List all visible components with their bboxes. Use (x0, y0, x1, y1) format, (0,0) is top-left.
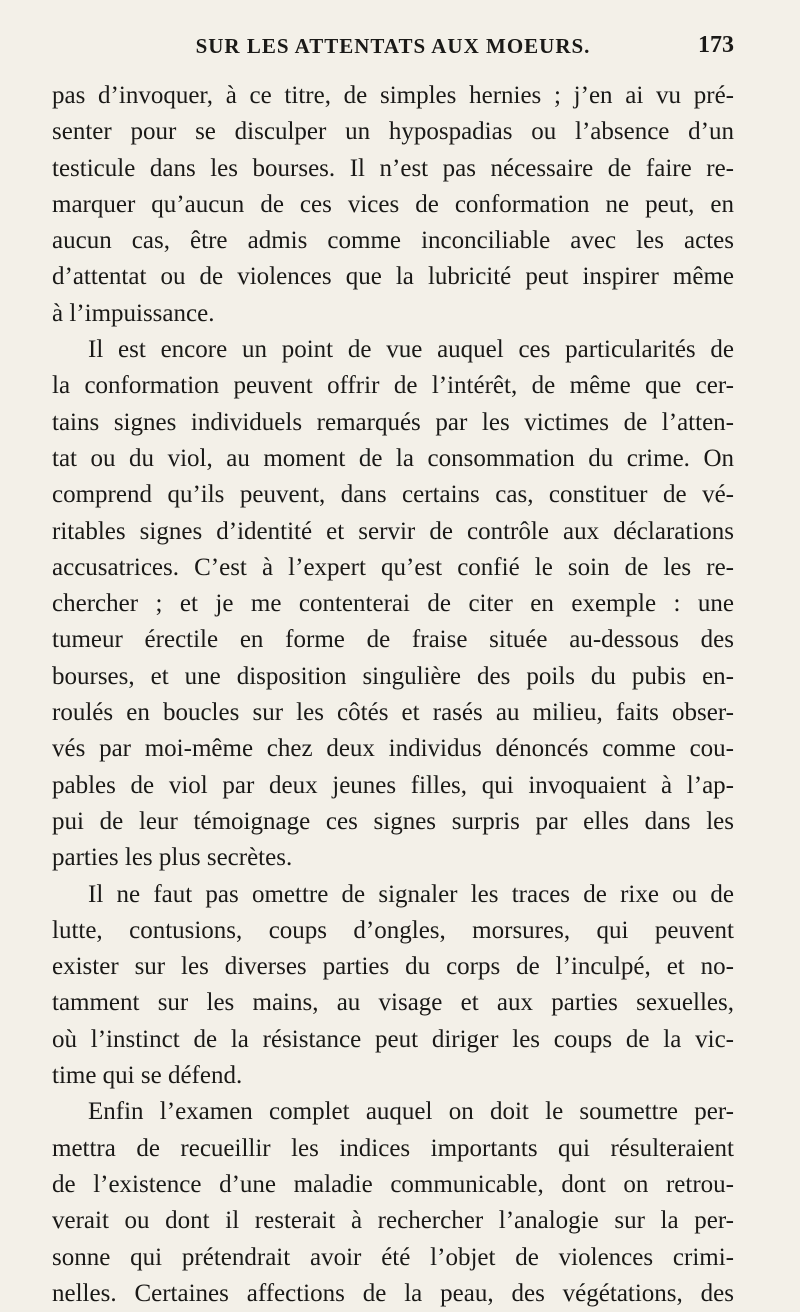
text-line: nelles. Certaines affections de la peau, des végétations, des (52, 1279, 734, 1307)
text-line: chercher ; et je me contenterai de citer en exemple : une (52, 590, 734, 618)
paragraph (52, 1094, 734, 1312)
text-line: pui de leur témoignage ces signes surpris par elles dans les (52, 807, 734, 835)
text-line: à l’impuissance. (52, 299, 215, 327)
text-line: où l’instinct de la résistance peut diriger les coups de la vic- (52, 1025, 734, 1053)
text-line: vés par moi-même chez deux individus dénoncés comme cou- (52, 735, 734, 763)
text-line: Il est encore un point de vue auquel ces particularités de (88, 336, 734, 364)
text-line: testicule dans les bourses. Il n’est pas nécessaire de faire re- (52, 154, 734, 182)
text-line: exister sur les diverses parties du corps de l’inculpé, et no- (52, 953, 734, 981)
paragraph (52, 877, 734, 1095)
text-line: tat ou du viol, au moment de la consommation du crime. On (52, 444, 734, 472)
text-line: la conformation peuvent offrir de l’intérêt, de même que cer- (52, 372, 734, 400)
text-line: senter pour se disculper un hypospadias ou l’absence d’un (52, 118, 734, 146)
body-text (52, 78, 734, 1312)
text-line: pables de viol par deux jeunes filles, qui invoquaient à l’ap- (52, 771, 734, 799)
text-line: lutte, contusions, coups d’ongles, morsures, qui peuvent (52, 916, 734, 944)
text-line: Enfin l’examen complet auquel on doit le soumettre per- (88, 1098, 734, 1126)
paragraph (52, 332, 734, 876)
text-line: tumeur érectile en forme de fraise située au-dessous des (52, 626, 734, 654)
page-number: 173 (698, 32, 734, 58)
running-head (52, 34, 734, 64)
running-title: SUR LES ATTENTATS AUX MOEURS. (195, 34, 591, 58)
text-line: parties les plus secrètes. (52, 844, 293, 872)
text-line: bourses, et une disposition singulière des poils du pubis en- (52, 662, 734, 690)
text-line: marquer qu’aucun de ces vices de conformation ne peut, en (52, 190, 734, 218)
text-line: tains signes individuels remarqués par les victimes de l’atten- (52, 408, 734, 436)
text-line: mettra de recueillir les indices importants qui résulteraient (52, 1134, 734, 1162)
text-line: time qui se défend. (52, 1062, 243, 1090)
text-line: pas d’invoquer, à ce titre, de simples hernies ; j’en ai vu pré- (52, 82, 734, 109)
text-line: tamment sur les mains, au visage et aux parties sexuelles, (52, 989, 734, 1017)
text-line: d’attentat ou de violences que la lubricité peut inspirer même (52, 263, 734, 291)
text-line: de l’existence d’une maladie communicable, dont on retrou- (52, 1170, 734, 1198)
text-line: ritables signes d’identité et servir de contrôle aux déclarations (52, 517, 734, 545)
text-line: comprend qu’ils peuvent, dans certains cas, constituer de vé- (52, 481, 734, 509)
text-line: roulés en boucles sur les côtés et rasés au milieu, faits obser- (52, 699, 734, 727)
text-line: aucun cas, être admis comme inconciliable avec les actes (52, 227, 734, 255)
text-line: sonne qui prétendrait avoir été l’objet de violences crimi- (52, 1243, 734, 1271)
text-line: Il ne faut pas omettre de signaler les traces de rixe ou de (88, 880, 734, 908)
text-line: verait ou dont il resterait à rechercher l’analogie sur la per- (52, 1207, 734, 1235)
paragraph (52, 78, 734, 332)
text-line: accusatrices. C’est à l’expert qu’est confié le soin de les re- (52, 553, 734, 581)
